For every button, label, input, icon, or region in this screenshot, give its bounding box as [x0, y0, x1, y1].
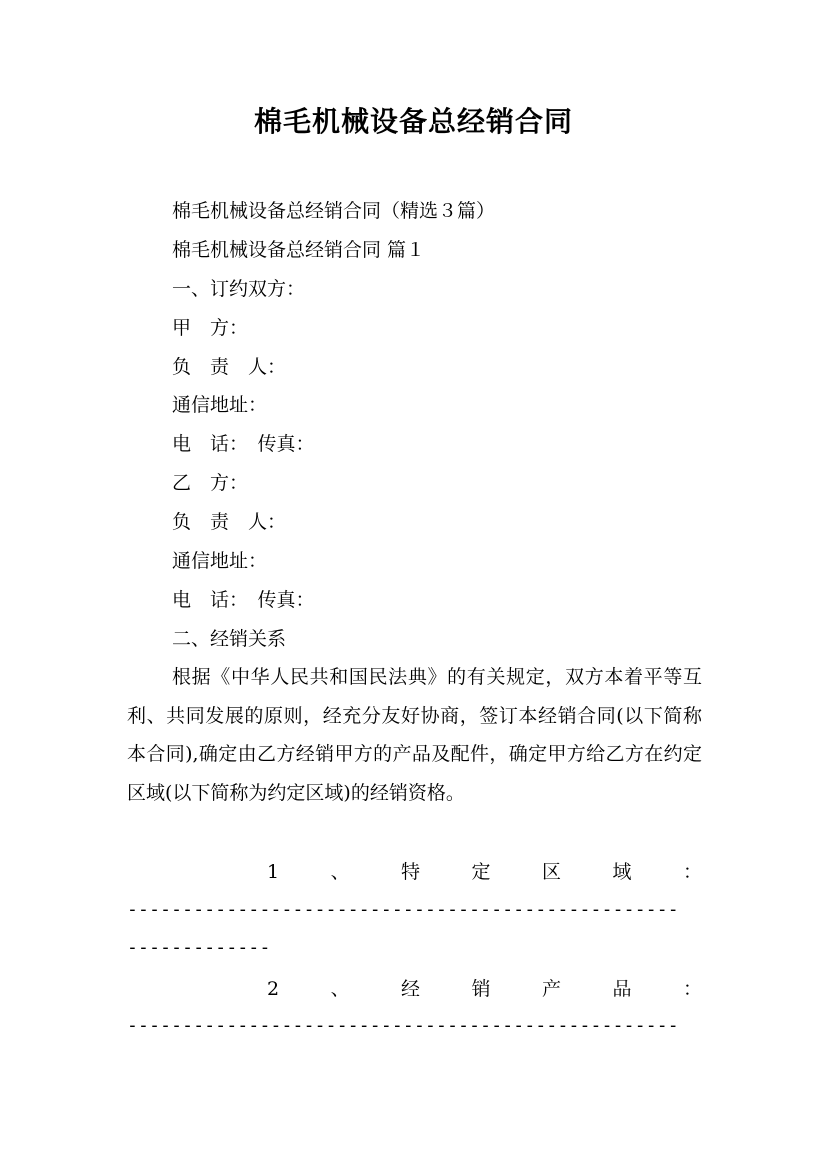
item-separator: 、 — [330, 861, 350, 883]
document-title: 棉毛机械设备总经销合同 — [253, 105, 573, 138]
item-char: 区 — [542, 861, 562, 883]
clause-parties: 一、订约双方： — [172, 278, 306, 300]
blank-fill-line: -------------------------------------------------- — [127, 899, 679, 920]
party-a-label: 甲 方： — [172, 317, 249, 339]
party-a-address: 通信地址： — [172, 394, 268, 416]
party-a-manager: 负 责 人： — [172, 356, 287, 378]
item-char: 经 — [401, 978, 421, 1000]
subtitle-line: 棉毛机械设备总经销合同（精选３篇） — [172, 200, 496, 222]
item-char: 销 — [471, 978, 491, 1000]
party-b-manager: 负 责 人： — [172, 511, 287, 533]
item-number: 1 — [267, 861, 280, 883]
item-products — [127, 976, 702, 1002]
item-char: 定 — [471, 861, 491, 883]
party-b-label: 乙 方： — [172, 472, 249, 494]
party-b-address: 通信地址： — [172, 550, 268, 572]
item-separator: 、 — [330, 978, 350, 1000]
party-b-phone-fax: 电 话： 传真： — [172, 589, 315, 611]
item-colon: ： — [682, 978, 702, 1000]
blank-fill-line: ------------- — [127, 937, 271, 958]
item-char: 特 — [401, 861, 421, 883]
section-heading: 棉毛机械设备总经销合同 篇１ — [172, 239, 426, 261]
item-char: 品 — [612, 978, 632, 1000]
clause-relationship: 二、经销关系 — [172, 628, 287, 650]
blank-fill-line: -------------------------------------------------- — [127, 1015, 679, 1036]
item-number: 2 — [267, 978, 280, 1000]
item-specific-region — [127, 859, 702, 885]
item-char: 产 — [542, 978, 562, 1000]
item-char: 域 — [612, 861, 632, 883]
party-a-phone-fax: 电 话： 传真： — [172, 433, 315, 455]
body-paragraph: 根据《中华人民共和国民法典》的有关规定，双方本着平等互利、共同发展的原则，经充分友好协商，签订本经销合同(以下简称本合同),确定由乙方经销甲方的产品及配件，确定甲方给乙方在约定区域(以下简称为约定区域)的经销资格。 — [127, 666, 702, 804]
item-colon: ： — [682, 861, 702, 883]
